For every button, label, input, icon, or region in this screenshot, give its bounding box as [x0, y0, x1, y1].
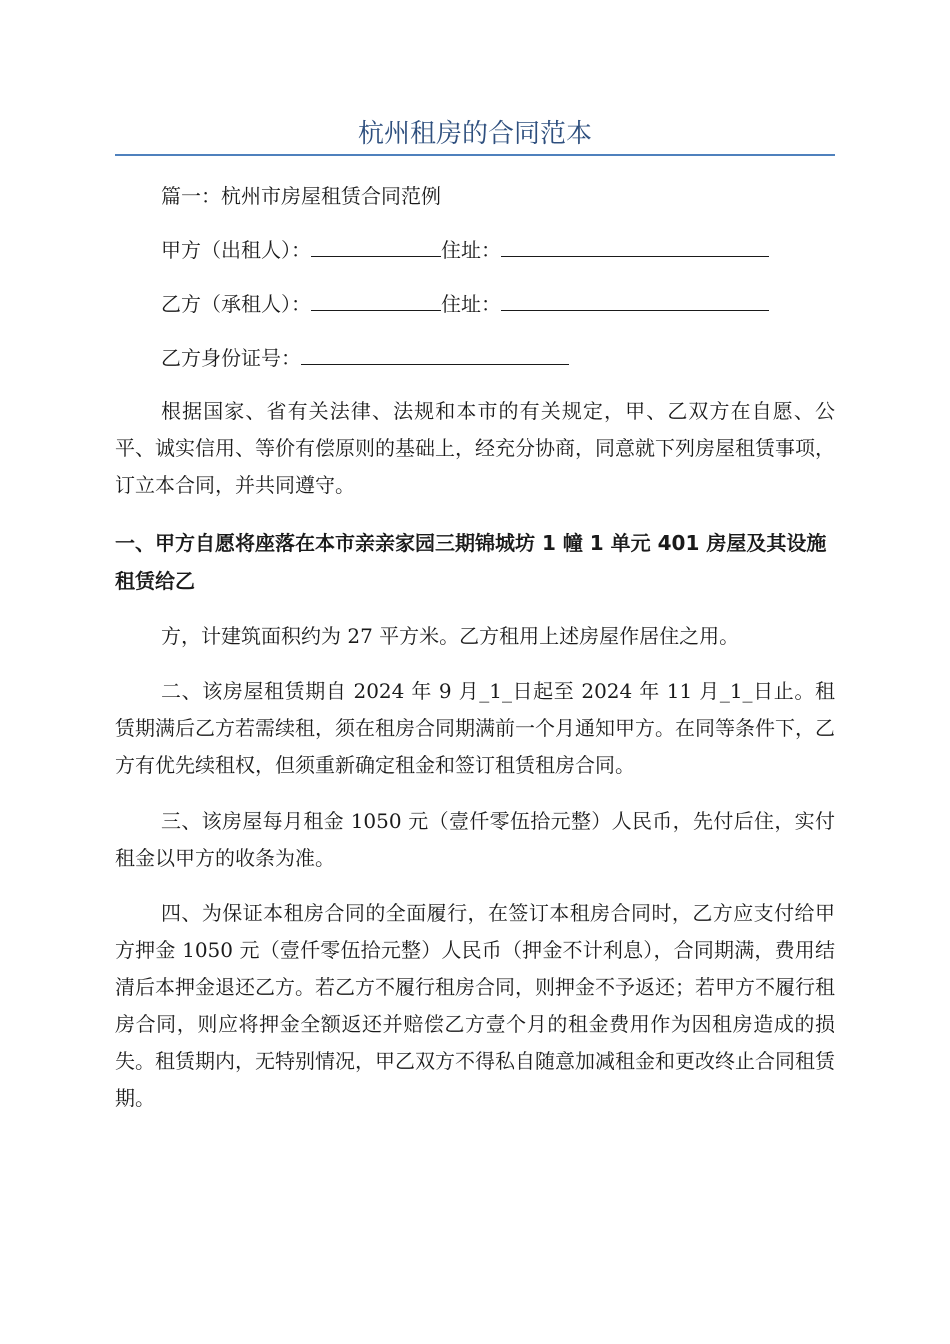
party-b-id-line [115, 342, 835, 371]
section-title: 篇一：杭州市房屋租赁合同范例 [161, 184, 441, 208]
section-heading [115, 180, 835, 209]
party-b-name-blank [311, 288, 441, 311]
intro-paragraph: 根据国家、省有关法律、法规和本市的有关规定，甲、乙双方在自愿、公平、诚实信用、等价有偿原则的基础上，经充分协商，同意就下列房屋租赁事项，订立本合同，并共同遵守。 [115, 399, 835, 497]
clause-3-paragraph: 三、该房屋每月租金 1050 元（壹仟零伍拾元整）人民币，先付后住，实付租金以甲方的收条为准。 [115, 809, 835, 870]
party-a-name-blank [311, 234, 441, 257]
party-a-line [115, 234, 835, 263]
document-title: 杭州租房的合同范本 [115, 112, 835, 156]
party-b-id-blank [301, 342, 569, 365]
party-a-address-blank [501, 234, 769, 257]
party-b-address-label: 住址： [441, 292, 501, 316]
party-b-address-blank [501, 288, 769, 311]
party-a-address-label: 住址： [441, 238, 501, 262]
clause-1-heading: 一、甲方自愿将座落在本市亲亲家园三期锦城坊 1 幢 1 单元 401 房屋及其设施租赁给乙 [115, 531, 827, 593]
party-b-line [115, 288, 835, 317]
clause-4-paragraph: 四、为保证本租房合同的全面履行，在签订本租房合同时，乙方应支付给甲方押金 1050 元（壹仟零伍拾元整）人民币（押金不计利息），合同期满，费用结清后本押金退还乙方。若乙方不履行租房合同，则押金不予返还；若甲方不履行租房合同，则应将押金全额返还并赔偿乙方壹个月的租金费用作为因租房造成的损失。租赁期内，无特别情况，甲乙双方不得私自随意加减租金和更改终止合同租赁期。 [115, 901, 835, 1110]
party-b-id-label: 乙方身份证号： [161, 346, 301, 370]
party-b-label: 乙方（承租人）： [161, 292, 311, 316]
party-a-label: 甲方（出租人）： [161, 238, 311, 262]
clause-1-body: 方，计建筑面积约为 27 平方米。乙方租用上述房屋作居住之用。 [161, 624, 740, 648]
clause-2-paragraph: 二、该房屋租赁期自 2024 年 9 月_1_日起至 2024 年 11 月_1_日止。租赁期满后乙方若需续租，须在租房合同期满前一个月通知甲方。在同等条件下，乙方有优先续租权，但须重新确定租金和签订租赁租房合同。 [115, 679, 835, 777]
